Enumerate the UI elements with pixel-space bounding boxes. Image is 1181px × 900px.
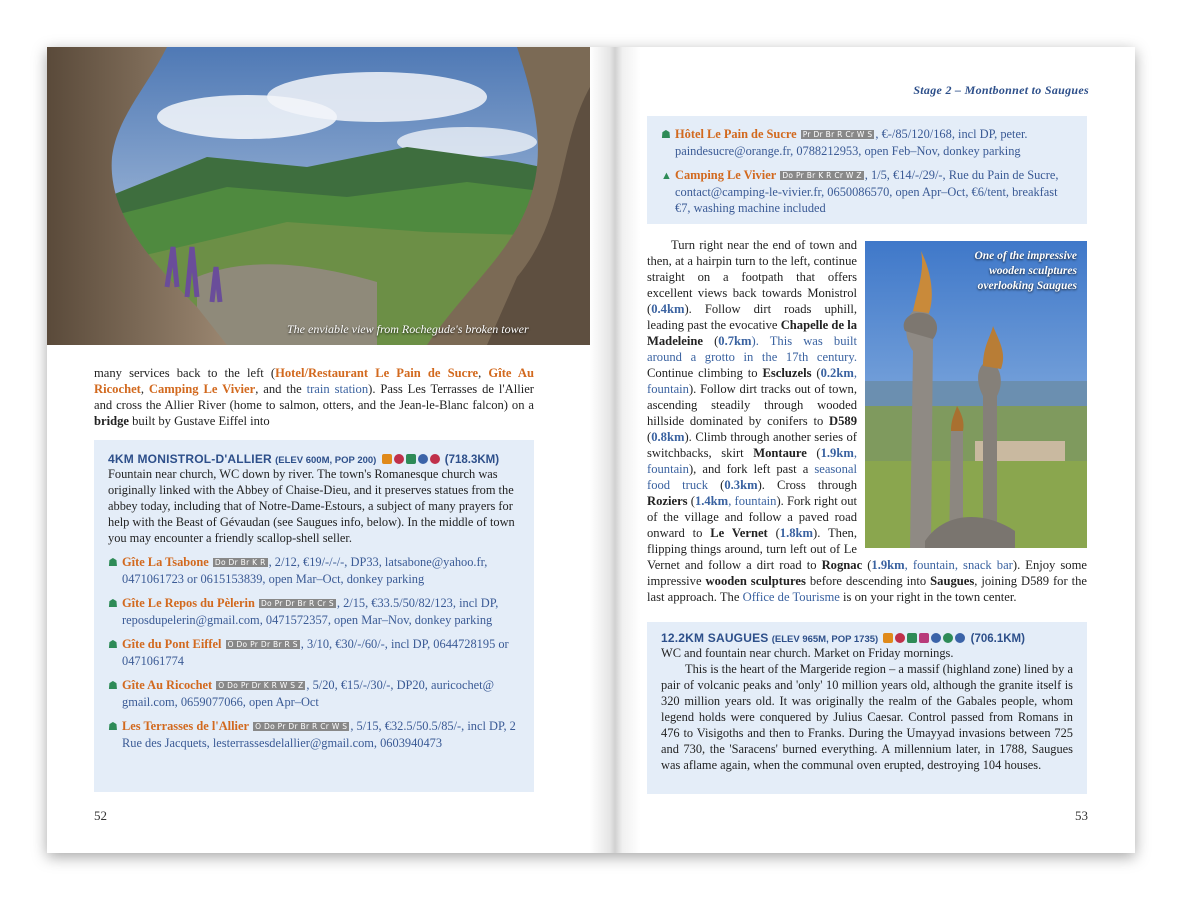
route-segment: Roziers [647, 494, 688, 508]
photo-float-spacer [857, 237, 1087, 555]
route-segment: ). Cross through [757, 478, 858, 492]
sculpture-caption: One of the impressive wooden sculptures overlooking Saugues [974, 250, 1077, 292]
route-segment: Rognac [821, 558, 863, 572]
facility-icons [382, 454, 440, 464]
lodging-entry: ☗ Gîte Le Repos du Pèlerin Do Pr Dr Br R Cr S , 2/15, €33.5/50/82/123, incl DP, reposdupelerin@gmail.com, 0471572357, open Mar–Nov, donkey parking [108, 596, 499, 627]
saugues-history: This is the heart of the Margeride region – a massif (highland zone) lined by a pair of volcanic peaks and 'only' 10 million years old, although the granite itself is 320 million years old. It was originally the realm of the Gabales people, whom legend holds were conquered by Julius Caesar. Control passed from Romans in 476 to Visigoths and then to Franks. During the Umayyad invasions between 725 and 730, the 'Saracens' burned everything. A millennium later, in 1788, Saugues was aflame again, when the communal oven erupted, destroying 104 houses. [661, 662, 1073, 772]
right-page [615, 47, 1135, 853]
house-icon: ☗ [108, 639, 118, 651]
route-segment: ). Fork right out of the village and follow a paved road onward to [647, 494, 857, 540]
route-segment: 0.4km [651, 302, 685, 316]
route-segment: ( [702, 334, 719, 348]
saugues-info-box [647, 622, 1087, 794]
route-segment: 0.2km [820, 366, 854, 380]
route-segment: ( [862, 558, 872, 572]
lodging-entry: ☗ Les Terrasses de l'Allier O Do Pr Dr Br R Cr W S , 5/15, €32.5/50.5/85/-, incl DP, 2 Rue des Jacquets, lesterrassesdelallier@gmail.com, 0603940473 [108, 719, 516, 750]
route-segment: , fountain, snack bar [904, 558, 1013, 572]
route-segment: D589 [829, 414, 857, 428]
intro-paragraph: many services back to the left (Hotel/Restaurant Le Pain de Sucre, Gîte Au Ricochet, Camping Le Vivier, and the train station). Pass Les Terrasses de l'Allier and cross the Allier River (home to salmon, otters, and the Jean-le-Blanc falcon) on a bridge built by Gustave Eiffel into [94, 366, 534, 428]
monistrol-heading: 4KM MONISTROL-D'ALLIER (ELEV 600M, POP 200) (718.3KM) [108, 452, 500, 466]
route-segment: seasonal food truck [647, 462, 857, 492]
monistrol-info-box [94, 440, 534, 792]
route-description [647, 237, 1087, 605]
route-segment: ( [806, 446, 821, 460]
page-number-right: 53 [1075, 808, 1088, 823]
route-segment: ). Enjoy some impressive [647, 558, 1087, 588]
page-number-left: 52 [94, 808, 107, 823]
saugues-heading: 12.2KM SAUGUES (ELEV 965M, POP 1735) (706.1KM) [661, 631, 1025, 645]
route-segment: , joining D589 for the last approach. The [647, 574, 1088, 604]
route-segment: 1.8km [779, 526, 814, 540]
hero-caption: The enviable view from Rochegude's broken tower [287, 322, 529, 336]
route-segment: 0.3km [724, 478, 758, 492]
route-segment: Escluzels [762, 366, 812, 380]
route-segment: is on your right in the town center. [839, 590, 1017, 604]
route-segment: before descending into [805, 574, 931, 588]
stage-title: Stage 2 – Montbonnet to Saugues [913, 83, 1089, 97]
route-segment: ( [767, 526, 780, 540]
page-gutter [590, 47, 640, 853]
monistrol-intro: Fountain near church, WC down by river. The town's Romanesque church was originally linked with the Abbey of Chaise-Dieu, and it preserves statues from the abbey today, including that of Notre-Dame-Estours, a subject of many prayers for help with the Beast of Gévaudan (see Saugues info, below). In the middle of town you may encounter a friendly scallop-shell seller. [108, 467, 515, 545]
book-spread [47, 47, 1135, 853]
route-segment: 1.4km [694, 494, 729, 508]
route-segment: Saugues [930, 574, 975, 588]
facility-icons [883, 633, 965, 643]
route-segment: ). This was built around a grotto in the 17th century. [647, 334, 857, 364]
route-segment: ( [708, 478, 725, 492]
lodging-top-box [647, 116, 1087, 224]
route-segment: Continue climbing to [647, 366, 763, 380]
route-segment: 1.9km [871, 558, 905, 572]
house-icon: ☗ [108, 721, 118, 733]
hotel-icon: ☗ [661, 129, 671, 141]
route-segment: ( [647, 430, 652, 444]
route-segment: , fountain [728, 494, 777, 508]
route-segment: ( [687, 494, 695, 508]
house-icon: ☗ [108, 557, 118, 569]
route-segment: , fountain [647, 366, 857, 396]
route-segment: ). Climb through another series of switchbacks, skirt [647, 430, 857, 460]
route-segment: Le Vernet [710, 526, 768, 540]
house-icon: ☗ [108, 680, 118, 692]
left-page [47, 47, 615, 853]
route-segment: ). Then, flipping things around, turn left out of Le Vernet and follow a dirt road to [647, 526, 857, 572]
route-segment: 0.8km [651, 430, 685, 444]
route-segment: Chapelle de la Madeleine [647, 318, 857, 348]
lodging-entry: ☗ Gîte La Tsabone Do Dr Br K R , 2/12, €19/-/-/-, DP33, latsabone@yahoo.fr, 0471061723 or 0615153839, open Mar–Oct, donkey parking [108, 555, 488, 586]
lodging-entry: ☗ Gîte du Pont Eiffel O Do Pr Dr Br R S , 3/10, €30/-/60/-, incl DP, 0644728195 or 0471061774 [108, 637, 509, 668]
lodging-entry: ☗ Gîte Au Ricochet O Do Pr Dr K R W S Z , 5/20, €15/-/30/-, DP20, auricochet@ gmail.com, 0659077066, open Apr–Oct [108, 678, 495, 709]
route-segment: Turn right near the end of town and then, at a hairpin turn to the left, continue straight on a footpath that offers excellent views back towards Monistrol ( [647, 238, 857, 316]
route-segment: ). Follow dirt tracks out of town, ascending steadily through wooded hillside dominated by conifers to [647, 382, 857, 428]
route-segment: wooden sculptures [705, 574, 806, 588]
route-segment: , fountain [647, 446, 857, 476]
hero-photo [47, 47, 590, 345]
route-segment: 0.7km [718, 334, 752, 348]
route-segment: ), and fork left past a [688, 462, 815, 476]
route-segment: Office de Tourisme [742, 590, 840, 604]
route-segment: ). Follow dirt roads uphill, leading past the evocative [647, 302, 857, 332]
house-icon: ☗ [108, 598, 118, 610]
route-segment: ( [811, 366, 821, 380]
hotel-entry: ☗ Hôtel Le Pain de Sucre Pr Dr Br R Cr W S , €-/85/120/168, incl DP, peter. paindesucre@orange.fr, 0788212953, open Feb–Nov, donkey parking [661, 127, 1028, 158]
route-segment: 1.9km [820, 446, 854, 460]
camping-entry: ▲ Camping Le Vivier Do Pr Br K R Cr W Z , 1/5, €14/-/29/-, Rue du Pain de Sucre, contact@camping-le-vivier.fr, 0650086570, open Apr–Oct, €6/tent, breakfast €7, washing machine included [661, 168, 1059, 215]
tent-icon: ▲ [661, 170, 672, 182]
saugues-services: WC and fountain near church. Market on Friday mornings. [661, 646, 954, 660]
route-segment: Montaure [753, 446, 807, 460]
